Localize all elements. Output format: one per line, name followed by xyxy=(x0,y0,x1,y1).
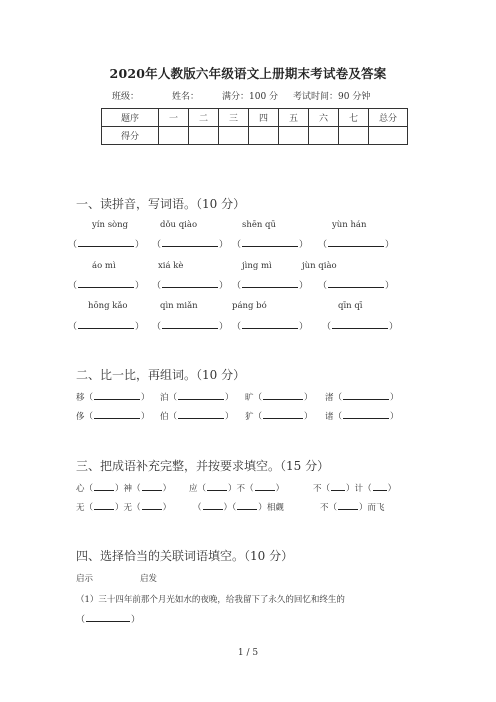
idiom-blank[interactable]: 不（ ）而飞 xyxy=(320,503,385,513)
answer-blank[interactable]: （ ） xyxy=(232,240,309,250)
word-pair[interactable]: 诸（ ） xyxy=(325,412,399,422)
exam-time: 考试时间：90 分钟 xyxy=(293,92,371,102)
idiom-blank[interactable]: 心（ ）神（ ） xyxy=(76,484,172,494)
pinyin: yùn hán xyxy=(332,220,367,230)
idiom-blank[interactable]: （ ）（ ）相觑 xyxy=(193,503,284,513)
header-cell: 四 xyxy=(249,109,279,127)
score-cell[interactable] xyxy=(309,127,339,145)
score-cell[interactable] xyxy=(369,127,408,145)
word-pair[interactable]: 旷（ ） xyxy=(245,393,313,403)
header-cell: 三 xyxy=(219,109,249,127)
score-cell[interactable] xyxy=(159,127,189,145)
pinyin: dǒu qiào xyxy=(160,220,198,230)
header-cell: 二 xyxy=(189,109,219,127)
row-label: 得分 xyxy=(102,127,159,145)
pinyin: qīn qī xyxy=(338,301,363,311)
word-pair[interactable]: 渚（ ） xyxy=(325,393,399,403)
score-table xyxy=(101,108,408,145)
header-cell: 题序 xyxy=(102,109,159,127)
question-text: （1）三十四年前那个月光如水的夜晚，给我留下了永久的回忆和终生的 xyxy=(76,595,345,605)
answer-blank[interactable]: （ ） xyxy=(232,281,309,291)
word-pair[interactable]: 泊（ ） xyxy=(160,393,234,403)
answer-blank[interactable]: （ ） xyxy=(68,322,145,332)
idiom-blank[interactable]: 不（ ）计（ ） xyxy=(313,484,397,494)
pinyin: qìn miǎn xyxy=(160,301,198,311)
pinyin: áo mì xyxy=(92,261,116,271)
pinyin: shēn qū xyxy=(242,220,276,230)
word-pair[interactable]: 侈（ ） xyxy=(76,412,150,422)
pinyin: yín sòng xyxy=(92,220,129,230)
section-3-title: 三、把成语补充完整，并按要求填空。（15 分） xyxy=(76,459,330,473)
pinyin: hōng kǎo xyxy=(88,301,128,311)
answer-blank[interactable]: （ ） xyxy=(318,281,395,291)
score-cell[interactable] xyxy=(219,127,249,145)
option-word: 启示 xyxy=(76,574,94,584)
answer-blank[interactable]: （ ） xyxy=(152,240,229,250)
header-cell: 一 xyxy=(159,109,189,127)
score-cell[interactable] xyxy=(339,127,369,145)
class-label: 班级： xyxy=(112,92,140,102)
option-word: 启发 xyxy=(140,574,158,584)
answer-blank[interactable]: （ ） xyxy=(322,322,399,332)
section-4-title: 四、选择恰当的关联词语填空。（10 分） xyxy=(76,549,294,563)
header-cell: 七 xyxy=(339,109,369,127)
idiom-blank[interactable]: 无（ ）无（ ） xyxy=(76,503,172,513)
section-2-title: 二、比一比，再组词。（10 分） xyxy=(76,368,246,382)
full-score: 满分：100 分 xyxy=(222,92,279,102)
score-cell[interactable] xyxy=(279,127,309,145)
answer-blank[interactable]: （ ） xyxy=(68,240,145,250)
word-pair[interactable]: 犷（ ） xyxy=(245,412,313,422)
answer-blank[interactable]: （ ） xyxy=(68,281,145,291)
header-cell: 六 xyxy=(309,109,339,127)
word-pair[interactable]: 伯（ ） xyxy=(160,412,234,422)
answer-blank[interactable]: （ ） xyxy=(76,615,141,625)
pinyin: páng bó xyxy=(232,301,267,311)
pinyin: jùn qiào xyxy=(302,261,337,271)
score-table-row xyxy=(102,127,408,145)
answer-blank[interactable]: （ ） xyxy=(152,322,229,332)
score-cell[interactable] xyxy=(189,127,219,145)
name-label: 姓名： xyxy=(172,92,200,102)
answer-blank[interactable]: （ ） xyxy=(232,322,309,332)
score-cell[interactable] xyxy=(249,127,279,145)
header-cell: 总分 xyxy=(369,109,408,127)
header-cell: 五 xyxy=(279,109,309,127)
page-title: 2020年人教版六年级语文上册期末考试卷及答案 xyxy=(109,66,387,81)
word-pair[interactable]: 移（ ） xyxy=(76,393,150,403)
pinyin: xiá kè xyxy=(158,261,184,271)
score-table-header xyxy=(102,109,408,127)
answer-blank[interactable]: （ ） xyxy=(152,281,229,291)
idiom-blank[interactable]: 应（ ）不（ ） xyxy=(189,484,285,494)
section-1-title: 一、读拼音，写词语。（10 分） xyxy=(76,197,246,211)
page-number: 1 / 5 xyxy=(237,648,259,658)
answer-blank[interactable]: （ ） xyxy=(318,240,395,250)
pinyin: jìng mì xyxy=(242,261,272,271)
